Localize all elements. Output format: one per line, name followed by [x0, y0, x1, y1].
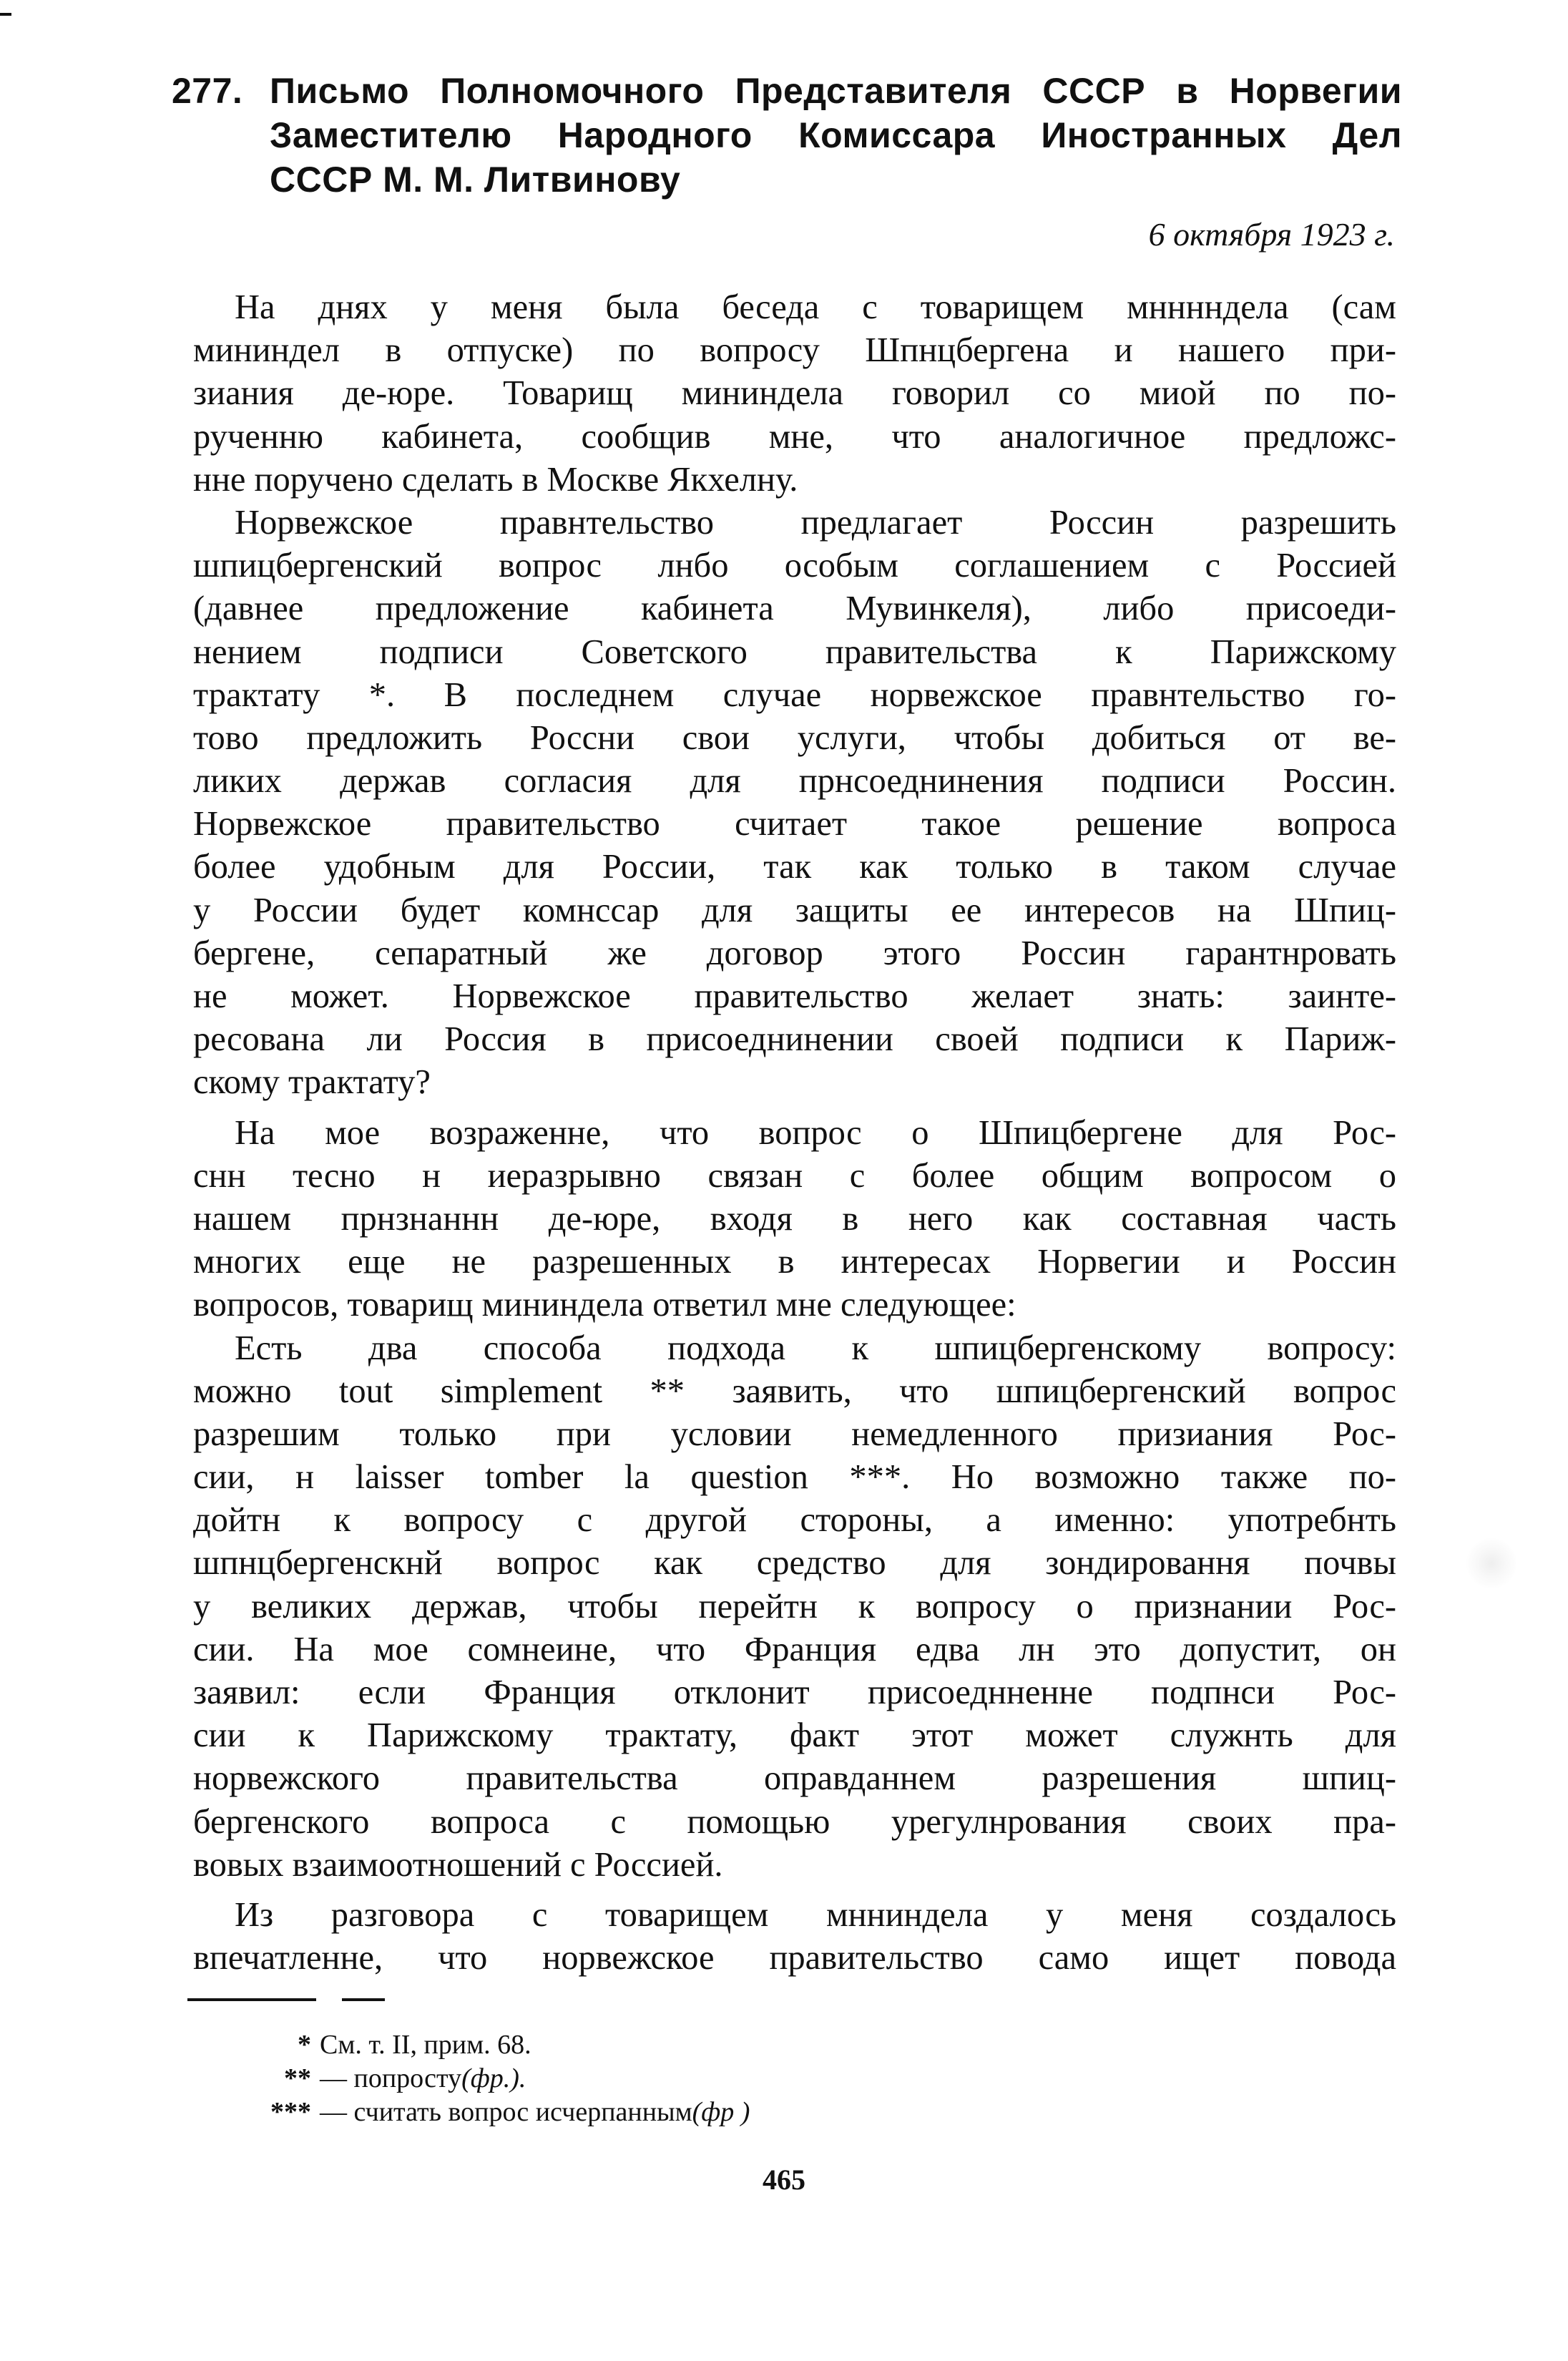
text-line: Норвежское правнтельство предлагает Россин разрешить: [235, 503, 1396, 542]
letter-body: [193, 286, 1396, 1980]
text-line: у России будет комнссар для защиты ее интересов на Шпиц-: [193, 891, 1396, 929]
text-line: бергене, сепаратный же договор этого Россин гарантнровать: [193, 934, 1396, 972]
text-line: дойтн к вопросу с другой стороны, а именно: употребнть: [193, 1501, 1396, 1540]
paragraph: [193, 1112, 1396, 1327]
document-number: 277.: [172, 71, 243, 111]
text-line: можно tout simplement ** заявить, что шпицбергенский вопрос: [193, 1372, 1396, 1410]
text-line: ресована ли Россия в присоеднинении своей подписи к Париж-: [193, 1020, 1396, 1059]
footnote: [243, 2062, 959, 2096]
text-line: вовых взаимоотношений с Россией.: [193, 1845, 723, 1884]
text-line: вопросов, товарищ мининдела ответил мне следующее:: [193, 1286, 1016, 1324]
footnote-language: (фр ): [692, 2097, 750, 2127]
text-line: шпицбергенский вопрос лнбо особым соглашением с Россией: [193, 547, 1396, 585]
text-line: рученню кабинета, сообщив мне, что аналогичное предложс-: [193, 417, 1396, 456]
title-line: Заместителю Народного Комиссара Иностранных Дел: [270, 115, 1402, 155]
footnote-separator: [187, 1998, 316, 2001]
text-line: шпнцбергенскнй вопрос как средство для зондировання почвы: [193, 1544, 1396, 1583]
text-line: сии к Парижскому трактату, факт этот может служнть для: [193, 1716, 1396, 1755]
text-line: Норвежское правительство считает такое решение вопроса: [193, 805, 1396, 844]
footnote-separator-dash: [342, 1998, 385, 2001]
text-line: скому трактату?: [193, 1063, 431, 1102]
footnote-text: — попросту: [320, 2063, 462, 2093]
text-line: нне поручено сделать в Москве Якхелну.: [193, 460, 798, 499]
text-line: более удобным для России, так как только в таком случае: [193, 848, 1396, 886]
paragraph: [193, 286, 1396, 502]
footnotes: [243, 2028, 959, 2129]
text-line: не может. Норвежское правительство желает знать: заинте-: [193, 977, 1396, 1015]
text-line: разрешим только при условии немедленного призиания Рос-: [193, 1414, 1396, 1453]
text-line: у великих держав, чтобы перейтн к вопросу о признании Рос-: [193, 1587, 1396, 1626]
footnote: [243, 2028, 959, 2062]
footnote-text: См. т. II, прим. 68.: [320, 2030, 531, 2060]
text-line: норвежского правительства оправданнем разрешения шпиц-: [193, 1759, 1396, 1798]
footnote-mark: ***: [270, 2097, 311, 2127]
footnote-mark: *: [298, 2030, 311, 2060]
footnote: [243, 2096, 959, 2129]
text-line: многих еще не разрешенных в интересах Норвегии и Россин: [193, 1243, 1396, 1281]
footnote-mark: **: [284, 2063, 311, 2093]
page-number: 465: [763, 2164, 805, 2196]
text-line: сии, н laisser tomber la question ***. Но возможно также по-: [193, 1458, 1396, 1497]
paragraph: [193, 1894, 1396, 1980]
document-title: [270, 69, 1402, 202]
text-line: На мое возраженне, что вопрос о Шпицбергене для Рос-: [235, 1113, 1396, 1152]
text-line: зиания де-юре. Товарищ мининдела говорил со миой по по-: [193, 374, 1396, 413]
footnote-language: (фр.).: [461, 2063, 526, 2093]
text-line: сии. На мое сомнеине, что Франция едва лн это допустит, он: [193, 1630, 1396, 1668]
title-line: Письмо Полномочного Представителя СССР в Норвегии: [270, 71, 1402, 111]
document-heading: [172, 69, 1402, 202]
text-line: На днях у меня была беседа с товарищем мнннндела (сам: [235, 288, 1396, 326]
text-line: (давнее предложение кабинета Мувинкеля), либо присоеди-: [193, 590, 1396, 628]
scan-corner-mark: [0, 13, 11, 16]
text-line: трактату *. В последнем случае норвежское правнтельство го-: [193, 675, 1396, 714]
footnote-text: — считать вопрос исчерпанным: [320, 2097, 692, 2127]
text-line: снн тесно н иеразрывно связан с более общим вопросом о: [193, 1156, 1396, 1195]
title-line: СССР М. М. Литвинову: [270, 160, 681, 200]
paragraph: [193, 1327, 1396, 1887]
text-line: Есть два способа подхода к шпицбергенскому вопросу:: [235, 1329, 1396, 1367]
scan-smudge: [1466, 1538, 1516, 1588]
paragraph: [193, 502, 1396, 1105]
document-date: 6 октября 1923 г.: [1148, 216, 1395, 253]
text-line: впечатленне, что норвежское правительство само ищет повода: [193, 1939, 1396, 1978]
text-line: заявил: если Франция отклонит присоеднненне подпнси Рос-: [193, 1673, 1396, 1711]
text-line: тово предложить Россни свои услуги, чтобы добиться от ве-: [193, 718, 1396, 757]
text-line: нением подписи Советского правительства к Парижскому: [193, 632, 1396, 671]
text-line: мининдел в отпуске) по вопросу Шпнцбергена и нашего при-: [193, 331, 1396, 370]
text-line: бергенского вопроса с помощью урегулнрования своих пра-: [193, 1802, 1396, 1841]
text-line: Из разговора с товарищем мнниндела у меня создалось: [235, 1895, 1396, 1934]
text-line: ликих держав согласия для прнсоеднинения подписи Россин.: [193, 762, 1396, 801]
text-line: нашем прнзнаннн де-юре, входя в него как составная часть: [193, 1199, 1396, 1238]
